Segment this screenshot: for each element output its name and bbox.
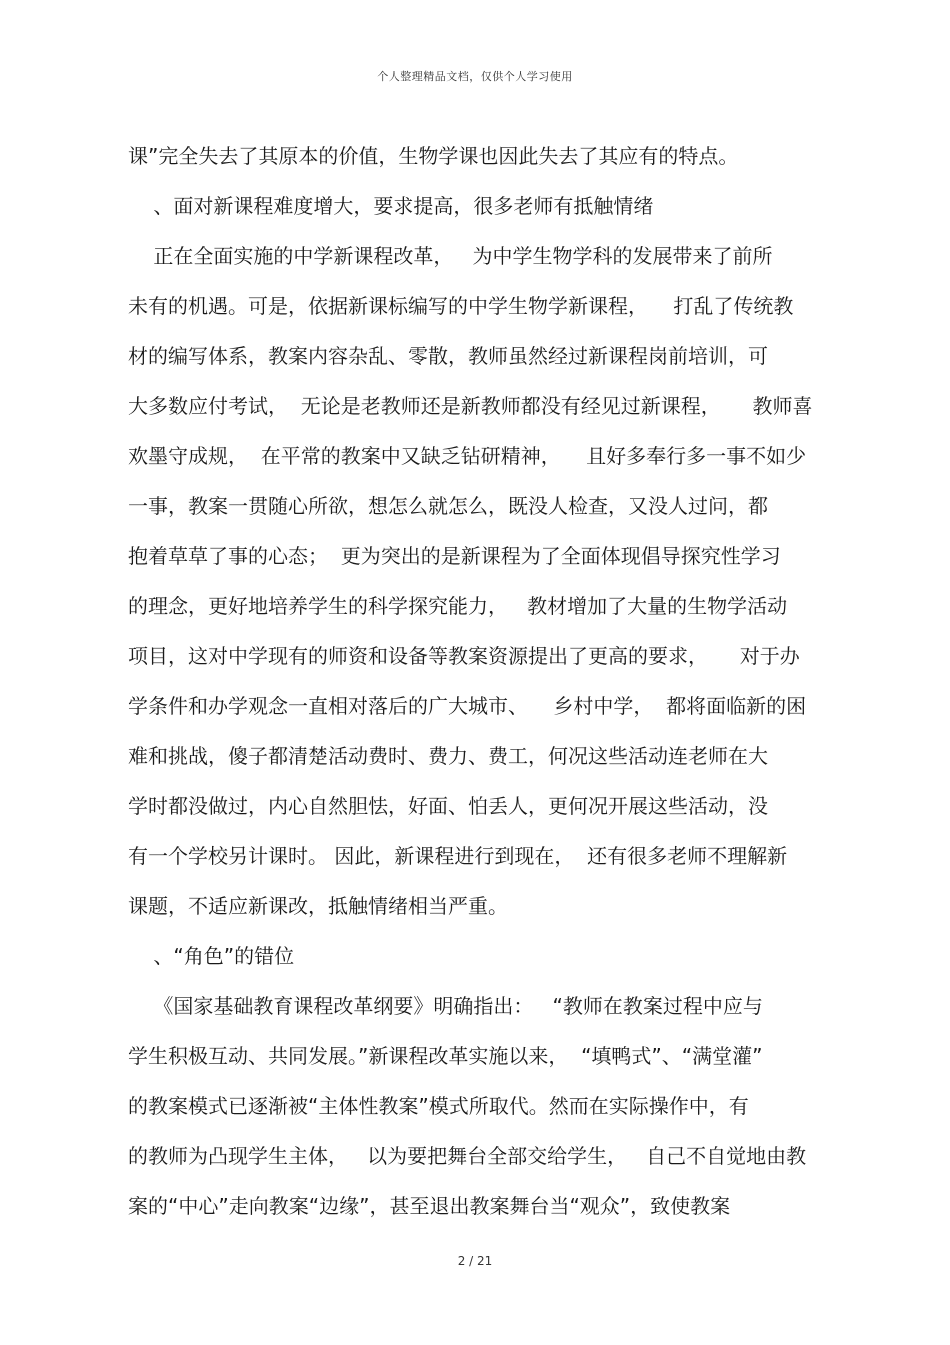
text-line: 《国家基础教育课程改革纲要》明确指出： “教师在教案过程中应与 — [128, 994, 763, 1018]
section-heading: 、“角色”的错位 — [128, 944, 295, 968]
text-line: 、面对新课程难度增大，要求提高，很多老师有抵触情绪 — [128, 194, 654, 218]
text-line: 未有的机遇。可是，依据新课标编写的中学生物学新课程， 打乱了传统教 — [128, 294, 794, 318]
text-line: 案的“中心”走向教案“边缘”，甚至退出教案舞台当“观众”，致使教案 — [128, 1194, 731, 1218]
text-line: 项目，这对中学现有的师资和设备等教案资源提出了更高的要求， 对于办 — [128, 644, 800, 668]
text-line: 的教师为凸现学生主体， 以为要把舞台全部交给学生， 自己不自觉地由教 — [128, 1144, 807, 1168]
text-line: 有一个学校另计课时。 因此，新课程进行到现在， 还有很多老师不理解新 — [128, 844, 788, 868]
text-line: 抱着草草了事的心态； 更为突出的是新课程为了全面体现倡导探究性学习 — [128, 544, 781, 568]
text-line: 学生积极互动、共同发展。”新课程改革实施以来， “填鸭式”、“满堂灌” — [128, 1044, 763, 1068]
text-line: 难和挑战，傻子都清楚活动费时、费力、费工，何况这些活动连老师在大 — [128, 744, 768, 768]
text-line: 的教案模式已逐渐被“主体性教案”模式所取代。然而在实际操作中，有 — [128, 1094, 749, 1118]
text-line: 一事，教案一贯随心所欲，想怎么就怎么，既没人检查，又没人过问，都 — [128, 494, 768, 518]
text-line: 欢墨守成规， 在平常的教案中又缺乏钻研精神， 且好多奉行多一事不如少 — [128, 444, 807, 468]
text-line: 大多数应付考试， 无论是老教师还是新教师都没有经见过新课程， 教师喜 — [128, 394, 813, 418]
text-line: 学时都没做过，内心自然胆怯，好面、怕丢人，更何况开展这些活动，没 — [128, 794, 768, 818]
text-line: 课题，不适应新课改，抵触情绪相当严重。 — [128, 894, 508, 918]
page-number: 2 / 21 — [457, 1254, 493, 1268]
text-line: 课”完全失去了其原本的价值，生物学课也因此失去了其应有的特点。 — [128, 144, 739, 168]
text-line: 的理念，更好地培养学生的科学探究能力， 教材增加了大量的生物学活动 — [128, 594, 788, 618]
text-line: 材的编写体系，教案内容杂乱、零散，教师虽然经过新课程岗前培训，可 — [128, 344, 768, 368]
text-line: 正在全面实施的中学新课程改革， 为中学生物学科的发展带来了前所 — [128, 244, 773, 268]
text-line: 学条件和办学观念一直相对落后的广大城市、 乡村中学， 都将面临新的困 — [128, 694, 807, 718]
page-header: 个人整理精品文档，仅供个人学习使用 — [377, 70, 573, 83]
